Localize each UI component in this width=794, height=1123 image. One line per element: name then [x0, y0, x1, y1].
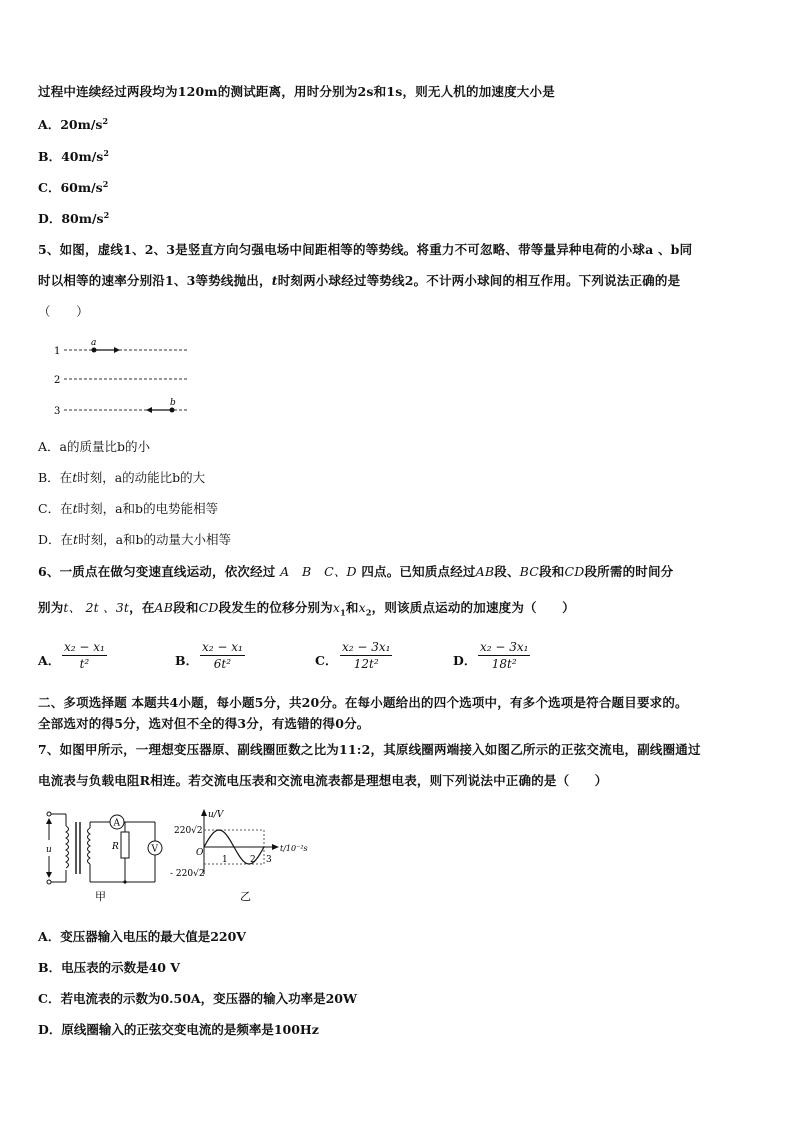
ball-a-label: a — [91, 338, 97, 348]
q7-figure-yi-waveform — [168, 806, 318, 904]
y-max-label: 220√2 — [174, 826, 203, 836]
q7-stem-line1: 7、如图甲所示，一理想变压器原、副线圈匝数之比为11:2，其原线圈两端接入如图乙所示的正弦交流电，副线圈通过 — [38, 742, 701, 757]
y-min-label: - 220√2 — [170, 869, 205, 879]
q6-option-d-fraction: $\frac{\text{x₂ − 3x₁}}{\text{18t²}}$ — [480, 640, 529, 671]
q4-stem: 过程中连续经过两段均为120m的测试距离，用时分别为2s和1s，则无人机的加速度大小是 — [38, 84, 555, 99]
ball-b-label: b — [170, 398, 176, 408]
arrow-head-a — [114, 347, 120, 353]
q7-figure-jia-circuit — [40, 806, 170, 904]
section-2-heading-line1: 二、多项选择题 本题共4小题，每小题5分，共20分。在每小题给出的四个选项中，有多个选项是符合题目要求的。 — [38, 695, 688, 710]
q6-option-d-label: D． — [453, 653, 477, 668]
arrow-head-b — [146, 407, 152, 413]
y-axis-label: u/V — [208, 810, 224, 820]
x-tick-2: 2 — [250, 855, 256, 865]
figure-jia-caption: 甲 — [95, 890, 106, 903]
q5-equipotential-figure — [50, 336, 195, 420]
q5-stem-line2: 时以相等的速率分别沿1、3等势线抛出，t时刻两小球经过等势线2。不计两小球间的相互作用。下列说法正确的是 — [38, 273, 681, 288]
origin-label: O — [196, 848, 204, 858]
line-3-label: 3 — [54, 406, 61, 417]
q7-option-a: A．变压器输入电压的最大值是220V — [38, 929, 246, 944]
voltmeter-label: V — [151, 844, 158, 855]
input-voltage-label: u — [46, 845, 52, 855]
q5-option-a: A．a的质量比b的小 — [38, 439, 150, 454]
q6-option-a-label: A． — [38, 653, 61, 668]
section-2-heading-line2: 全部选对的得5分，选对但不全的得3分，有选错的得0分。 — [38, 716, 370, 731]
q5-option-c: C．在t时刻，a和b的电势能相等 — [38, 501, 219, 516]
x-axis-label: t/10⁻²s — [280, 844, 308, 853]
q7-option-d: D．原线圈输入的正弦交变电流的是频率是100Hz — [38, 1022, 319, 1037]
q6-option-c-label: C． — [315, 653, 338, 668]
q4-option-d: D．$80m/s^2$ — [38, 209, 110, 226]
x-tick-1: 1 — [222, 855, 228, 865]
q5-option-d: D．在t时刻，a和b的动量大小相等 — [38, 532, 232, 547]
line-1-label: 1 — [54, 346, 61, 357]
x-tick-3: 3 — [266, 855, 272, 865]
ammeter-label: A — [113, 818, 120, 829]
q4-option-a: A．$20m/s^2$ — [38, 115, 109, 132]
q5-stem-line1: 5、如图，虚线1、2、3是竖直方向匀强电场中间距相等的等势线。将重力不可忽略、带等量异种电荷的小球a 、b同 — [38, 242, 693, 257]
q5-stem-line3: （ ） — [38, 304, 89, 319]
q7-option-b: B．电压表的示数是40 V — [38, 960, 181, 975]
q7-stem-line2: 电流表与负载电阻R相连。若交流电压表和交流电流表都是理想电表，则下列说法中正确的是（ ） — [38, 773, 608, 788]
q6-option-a-fraction: $\frac{\text{x₂ − x₁}}{\text{t²}}$ — [64, 640, 105, 671]
q6-option-b-fraction: $\frac{\text{x₂ − x₁}}{\text{6t²}}$ — [202, 640, 243, 671]
figure-yi-caption: 乙 — [240, 890, 251, 903]
q4-option-c: C．$60m/s^2$ — [38, 178, 109, 195]
resistor-r — [121, 832, 129, 858]
q6-option-c-fraction: $\frac{\text{x₂ − 3x₁}}{\text{12t²}}$ — [342, 640, 391, 671]
primary-coil — [66, 826, 69, 868]
q6-stem-line1: 6、一质点在做匀变速直线运动，依次经过 A B C、D 四点。已知质点经过AB段、BC段和CD段所需的时间分 — [38, 564, 674, 579]
secondary-coil — [88, 828, 91, 864]
line-2-label: 2 — [54, 375, 61, 386]
q4-option-b: B．$40m/s^2$ — [38, 147, 109, 164]
q5-option-b: B．在t时刻，a的动能比b的大 — [38, 470, 206, 485]
q6-option-b-label: B． — [175, 653, 199, 668]
q7-option-c: C．若电流表的示数为0.50A，变压器的输入功率是20W — [38, 991, 358, 1006]
resistor-label: R — [112, 842, 119, 852]
q6-stem-line2: 别为t、 2t 、3t，在AB段和CD段发生的位移分别为$x_1$和$x_2$，则该质点运动的加速度为（ ） — [38, 600, 575, 618]
